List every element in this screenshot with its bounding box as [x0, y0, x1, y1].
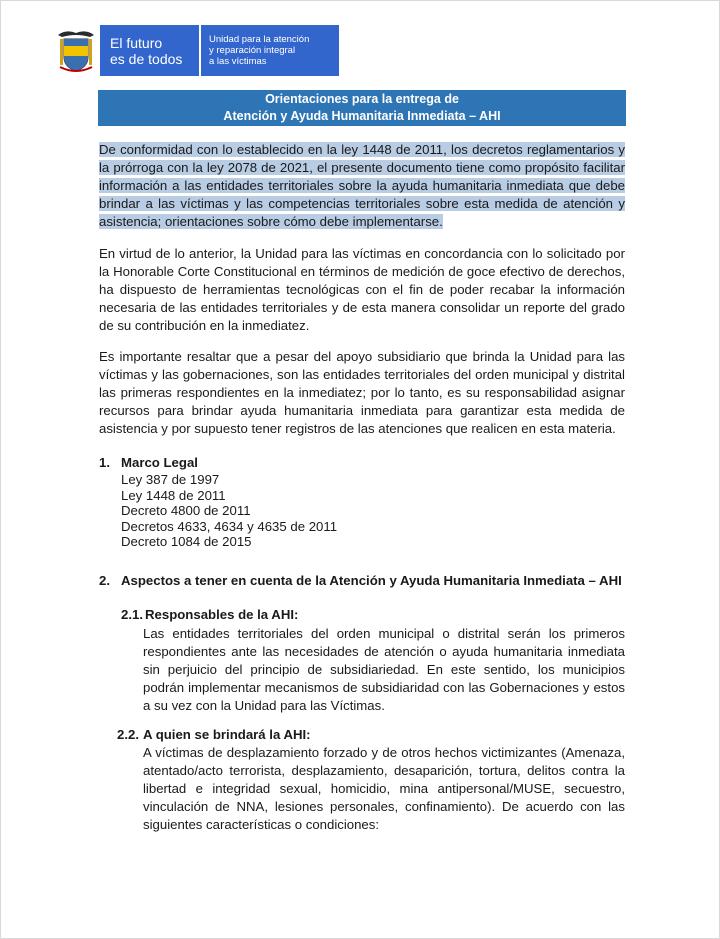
title-line1: Orientaciones para la entrega de: [265, 92, 459, 106]
section2-number: 2.: [99, 573, 110, 588]
legal-framework-list: [121, 472, 337, 550]
subsection-2-1-heading: Responsables de la AHI:: [145, 607, 299, 622]
list-item: Ley 1448 de 2011: [121, 487, 226, 503]
section1-heading: Marco Legal: [121, 455, 198, 470]
list-item: Decretos 4633, 4634 y 4635 de 2011: [121, 518, 338, 534]
document-title: [98, 90, 626, 126]
intro-highlighted-text: De conformidad con lo establecido en la ley 1448 de 2011, los decretos reglamentarios y la prórroga con la ley 2078 de 2021, el presente documento tiene como propósito facilitar información a las entidades territoriales sobre la ayuda humanitaria inmediata que debe brindar a las víctimas y las competencias territoriales sobre esta medida de atención y asistencia; orientaciones sobre cómo debe implementarse.: [99, 142, 625, 229]
section2-heading: Aspectos a tener en cuenta de la Atención y Ayuda Humanitaria Inmediata – AHI: [121, 573, 622, 588]
intro-paragraph: [99, 141, 625, 231]
list-item: Decreto 1084 de 2015: [121, 534, 252, 549]
subsection-2-2-heading: A quien se brindará la AHI:: [143, 727, 311, 742]
paragraph-3: Es importante resaltar que a pesar del apoyo subsidiario que brinda la Unidad para las víctimas y las gobernaciones, son las entidades territoriales del orden municipal y distrital las primeras respondientes en la inmediatez; por lo tanto, es su responsabilidad asignar recursos para brindar ayuda humanitaria inmediata para garantizar esta medida de asistencia y por supuesto tener registros de las atenciones que realicen en esta materia.: [99, 349, 625, 436]
list-item: Decreto 4800 de 2011: [121, 503, 251, 518]
logo-secondary-line2: y reparación integral: [209, 45, 296, 56]
subsection-2-1-number: 2.1.: [121, 607, 143, 622]
subsection-2-2-number: 2.2.: [117, 727, 139, 742]
logo-secondary: [201, 25, 339, 76]
section1-number: 1.: [99, 455, 110, 470]
subsection-2-2-text: A víctimas de desplazamiento forzado y de otros hechos victimizantes (Amenaza, atentado/acto terrorista, desplazamiento, desaparición, tortura, delitos contra la libertad e integridad sexual, homicidio, mina antipersonal/MUSE, secuestro, vinculación de NNA, lesiones personales, confinamiento). De acuerdo con las siguientes características o condiciones:: [143, 745, 625, 832]
title-line2: Atención y Ayuda Humanitaria Inmediata – AHI: [223, 109, 501, 123]
header-logo: [52, 25, 339, 76]
logo-primary: [100, 25, 199, 76]
paragraph-2: En virtud de lo anterior, la Unidad para las víctimas en concordancia con lo solicitado por la Honorable Corte Constitucional en términos de medición de goce efectivo de derechos, ha dispuesto de herramientas tecnológicas con el fin de poder recabar la información necesaria de las entidades territoriales y de esta manera consolidar un reporte del grado de su contribución en la inmediatez.: [99, 246, 625, 333]
subsection-2-1-text: Las entidades territoriales del orden municipal o distrital serán los primeros respondientes ante las necesidades de atención o ayuda humanitaria inmediata sin perjuicio del principio de subsidiariedad. En este sentido, los municipios podrán implementar mecanismos de subsidiaridad con las Gobernaciones y estos a su vez con la Unidad para las Víctimas.: [143, 626, 625, 713]
coat-of-arms-icon: [54, 27, 98, 75]
logo-primary-line1: El futuro: [110, 34, 163, 51]
logo-secondary-line3: a las víctimas: [209, 56, 267, 67]
logo-secondary-line1: Unidad para la atención: [209, 34, 310, 45]
list-item: Ley 387 de 1997: [121, 472, 220, 487]
logo-primary-line2: es de todos: [110, 50, 183, 67]
